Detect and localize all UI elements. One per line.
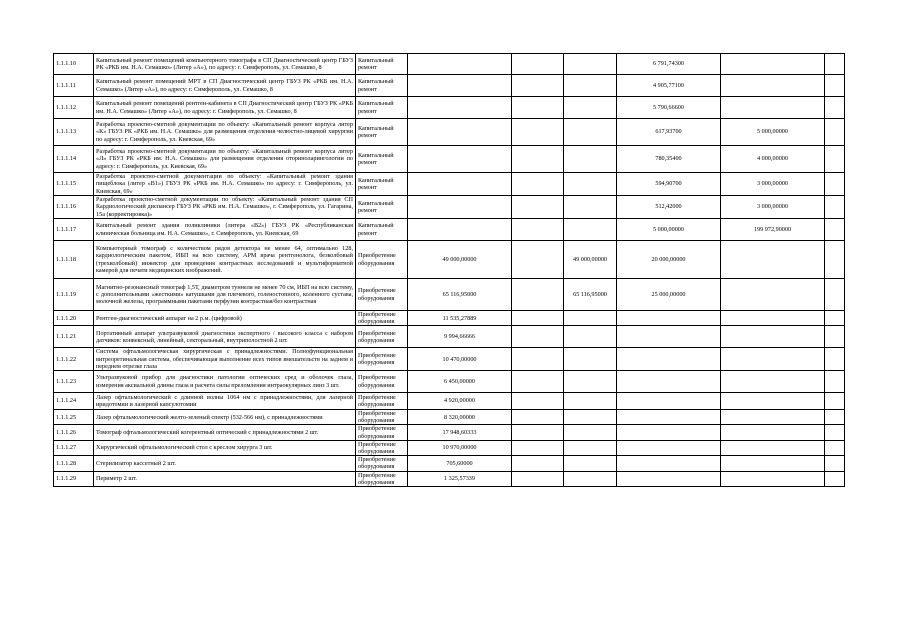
amount-cell [564,348,617,371]
amount-cell: 65 116,95000 [564,279,617,311]
amount-cell [721,241,825,279]
row-type: Капитальный ремонт [356,54,408,75]
row-number: 1.1.1.19 [54,279,94,311]
amount-cell [617,311,721,326]
row-type: Приобретение оборудования [356,348,408,371]
row-name: Компьютерный томограф с количеством рядов детектора не менее 64, оптимально 128, кардиологическим пакетом, ИБП на всю систему, АРМ врача рентгенолога, безколбовый (трехколбовый) инжектор для проведения контрастных исследований и мультиформатной камерой для печати медицинских изображений. [94,241,356,279]
amount-cell: 199 972,90000 [721,219,825,241]
amount-cell: 11 535,27889 [408,311,512,326]
row-type: Приобретение оборудования [356,456,408,471]
amount-cell [512,371,564,393]
table-row [54,173,845,196]
row-type: Приобретение оборудования [356,279,408,311]
amount-cell: 5 790,66600 [617,97,721,119]
amount-cell [721,471,825,486]
amount-cell [825,54,845,75]
amount-cell: 20 000,00000 [617,241,721,279]
amount-cell: 594,90700 [617,173,721,196]
amount-cell [512,241,564,279]
amount-cell [408,75,512,97]
row-type: Приобретение оборудования [356,371,408,393]
amount-cell [721,348,825,371]
table-row [54,371,845,393]
table-row [54,425,845,440]
amount-cell: 65 116,95000 [408,279,512,311]
row-number: 1.1.1.18 [54,241,94,279]
amount-cell [825,219,845,241]
table-row [54,311,845,326]
amount-cell [512,119,564,146]
amount-cell [564,173,617,196]
amount-cell: 10 970,00000 [408,440,512,455]
table-row [54,348,845,371]
row-number: 1.1.1.25 [54,410,94,425]
amount-cell [512,196,564,219]
table-row [54,393,845,410]
amount-cell [825,393,845,410]
table-row [54,97,845,119]
row-name: Лазер офтальмологический с длинной волны 1064 нм с принадлежностями, для лазерной иридотомии и лазерной капсулотомии [94,393,356,410]
row-number: 1.1.1.20 [54,311,94,326]
row-type: Капитальный ремонт [356,97,408,119]
amount-cell [721,75,825,97]
amount-cell [512,456,564,471]
row-type: Приобретение оборудования [356,410,408,425]
amount-cell [512,311,564,326]
amount-cell [825,279,845,311]
amount-cell [564,54,617,75]
amount-cell: 705,60000 [408,456,512,471]
amount-cell [512,97,564,119]
amount-cell [564,119,617,146]
amount-cell [721,279,825,311]
amount-cell [721,456,825,471]
amount-cell [512,410,564,425]
amount-cell [564,425,617,440]
table-row [54,471,845,486]
amount-cell: 5 000,00000 [721,119,825,146]
amount-cell: 4 000,00000 [721,146,825,173]
row-name: Капитальный ремонт помещений МРТ в СП Диагностический центр ГБУЗ РК «РКБ им. Н.А. Семашко» (Литер «А»), по адресу: г. Симферополь, ул. Семашко, 8 [94,75,356,97]
row-number: 1.1.1.15 [54,173,94,196]
row-name: Разработка проектно-сметной документации по объекту: «Капитальный ремонт здания пищеблока (литер «В1») ГБУЗ РК «РКБ им. Н.А. Семашко» по адресу: г. Симферополь, ул. Киевская, 69» [94,173,356,196]
row-name: Разработка проектно-сметной документации по объекту: «Капитальный ремонт здания СП Кардиологический диспансер ГБУЗ РК «РКБ им. Н.А. Семашко», г. Симферополь, ул. Гагарина, 15а (корректировка)» [94,196,356,219]
amount-cell [408,196,512,219]
amount-cell [825,173,845,196]
amount-cell [564,326,617,348]
amount-cell [617,348,721,371]
amount-cell [825,371,845,393]
table-row [54,54,845,75]
amount-cell [564,75,617,97]
amount-cell [721,311,825,326]
row-type: Капитальный ремонт [356,146,408,173]
amount-cell [408,146,512,173]
amount-cell [512,425,564,440]
amount-cell [564,471,617,486]
table-body [54,54,845,487]
amount-cell [408,54,512,75]
amount-cell [617,440,721,455]
amount-cell: 6 450,00000 [408,371,512,393]
row-number: 1.1.1.14 [54,146,94,173]
amount-cell [825,75,845,97]
amount-cell [825,348,845,371]
amount-cell [825,471,845,486]
row-type: Капитальный ремонт [356,219,408,241]
row-name: Капитальный ремонт здания поликлиники (литера «В2») ГБУЗ РК «Республиканская клиническая больница им. Н.А. Семашко», г. Симферополь, ул. Киевская, 69 [94,219,356,241]
row-number: 1.1.1.21 [54,326,94,348]
amount-cell [512,326,564,348]
row-type: Капитальный ремонт [356,119,408,146]
row-number: 1.1.1.26 [54,425,94,440]
amount-cell [721,425,825,440]
amount-cell [825,410,845,425]
amount-cell [617,371,721,393]
budget-table [53,53,845,487]
table-row [54,241,845,279]
table-row [54,440,845,455]
amount-cell [721,97,825,119]
row-name: Лазер офтальмологический желто-зеленый спектр (532-566 нм), с принадлежностями [94,410,356,425]
amount-cell [825,241,845,279]
amount-cell: 3 000,00000 [721,196,825,219]
row-number: 1.1.1.23 [54,371,94,393]
amount-cell [721,410,825,425]
amount-cell: 10 470,00000 [408,348,512,371]
row-type: Капитальный ремонт [356,196,408,219]
table-row [54,219,845,241]
amount-cell [512,54,564,75]
amount-cell: 49 000,00000 [564,241,617,279]
row-type: Приобретение оборудования [356,471,408,486]
amount-cell: 49 000,00000 [408,241,512,279]
row-name: Магнитно-резонансный томограф 1,5Т, диаметром туннеля не менее 70 см, ИБП на всю систему, с дополнительными «жесткими» катушками для плечевого, голеностопного, коленного сустава, молочной железы, программными пакетами перфузии контрастная/без контрастная [94,279,356,311]
amount-cell [825,311,845,326]
amount-cell [408,173,512,196]
row-name: Капитальный ремонт помещений компьютерного томографа в СП Диагностический центр ГБУЗ РК «РКБ им. Н.А. Семашко» (Литер «А»), по адресу: г. Симферополь, ул. Семашко, 8 [94,54,356,75]
amount-cell [408,97,512,119]
table-row [54,196,845,219]
row-number: 1.1.1.28 [54,456,94,471]
amount-cell [564,311,617,326]
row-number: 1.1.1.12 [54,97,94,119]
row-name: Система офтальмологическая хирургическая с принадлежностями. Полнофункциональная витреоретинальная система, обеспечивающая выполнение всех типов вмешательств на заднем и переднем отрезке глаза [94,348,356,371]
amount-cell [825,196,845,219]
table-row [54,456,845,471]
amount-cell: 4 905,77100 [617,75,721,97]
amount-cell [825,425,845,440]
row-type: Приобретение оборудования [356,311,408,326]
amount-cell [721,440,825,455]
row-name: Разработка проектно-сметной документации по объекту: «Капитальный ремонт корпуса литер «Л» ГБУЗ РК «РКБ им. Н.А. Семашко» для размещения отделения оториноларингологии по адресу: г. Симферополь, ул. Киевская, 69» [94,146,356,173]
row-number: 1.1.1.22 [54,348,94,371]
amount-cell [617,326,721,348]
row-number: 1.1.1.16 [54,196,94,219]
amount-cell: 1 325,57339 [408,471,512,486]
amount-cell [564,456,617,471]
amount-cell [825,146,845,173]
row-name: Томограф офтальмологический когерентный оптический с принадлежностями 2 шт. [94,425,356,440]
amount-cell [825,456,845,471]
row-type: Приобретение оборудования [356,425,408,440]
row-type: Приобретение оборудования [356,440,408,455]
amount-cell [512,440,564,455]
amount-cell [721,371,825,393]
table-row [54,75,845,97]
amount-cell [721,54,825,75]
amount-cell [408,219,512,241]
amount-cell [564,196,617,219]
row-type: Капитальный ремонт [356,173,408,196]
amount-cell: 6 791,74300 [617,54,721,75]
table-row [54,410,845,425]
amount-cell [564,219,617,241]
amount-cell [617,393,721,410]
amount-cell [512,75,564,97]
amount-cell [564,97,617,119]
amount-cell [512,219,564,241]
row-number: 1.1.1.11 [54,75,94,97]
table-row [54,279,845,311]
row-name: Рентген-диагностический аппарат на 2 р.м. (цифровой) [94,311,356,326]
row-name: Периметр 2 шт. [94,471,356,486]
amount-cell: 617,93700 [617,119,721,146]
row-number: 1.1.1.10 [54,54,94,75]
row-name: Хирургический офтальмологический стол с креслом хирурга 3 шт. [94,440,356,455]
amount-cell [825,119,845,146]
amount-cell: 4 920,00000 [408,393,512,410]
amount-cell: 9 994,66666 [408,326,512,348]
row-number: 1.1.1.24 [54,393,94,410]
table-row [54,146,845,173]
row-number: 1.1.1.27 [54,440,94,455]
amount-cell [564,410,617,425]
amount-cell [408,119,512,146]
amount-cell: 25 000,00000 [617,279,721,311]
amount-cell [564,393,617,410]
table-row [54,326,845,348]
row-number: 1.1.1.29 [54,471,94,486]
amount-cell [617,410,721,425]
row-type: Приобретение оборудования [356,326,408,348]
amount-cell [721,393,825,410]
row-number: 1.1.1.17 [54,219,94,241]
amount-cell [825,326,845,348]
amount-cell [617,425,721,440]
amount-cell [512,348,564,371]
row-type: Приобретение оборудования [356,393,408,410]
amount-cell [564,146,617,173]
amount-cell: 780,35400 [617,146,721,173]
row-name: Портативный аппарат ультразвуковой диагностики экспертного / высокого класса с набором датчиков: конвексный, линейный, секторальный, внутриполостной 2 шт. [94,326,356,348]
row-type: Приобретение оборудования [356,241,408,279]
amount-cell [825,97,845,119]
amount-cell [512,471,564,486]
row-name: Стерилизатор кассетный 2 шт. [94,456,356,471]
amount-cell [512,393,564,410]
amount-cell [721,326,825,348]
table-row [54,119,845,146]
amount-cell [564,440,617,455]
amount-cell: 3 000,00000 [721,173,825,196]
row-number: 1.1.1.13 [54,119,94,146]
amount-cell [617,456,721,471]
amount-cell: 8 320,00000 [408,410,512,425]
amount-cell [512,173,564,196]
amount-cell [512,279,564,311]
amount-cell [825,440,845,455]
row-name: Разработка проектно-сметной документации по объекту: «Капитальный ремонт корпуса литер «К» ГБУЗ РК «РКБ им. Н.А. Семашко» для размещения отделения челюстно-лицевой хирургии по адресу: г. Симферополь, ул. Киевская, 69» [94,119,356,146]
row-type: Капитальный ремонт [356,75,408,97]
amount-cell [617,471,721,486]
amount-cell [564,371,617,393]
amount-cell: 5 000,00000 [617,219,721,241]
amount-cell: 17 948,60333 [408,425,512,440]
row-name: Ультразвуковой прибор для диагностики патологии оптических сред и оболочек глаза, измерения аксиальной длины глаза и расчета силы преломления интраокулярных линз 3 шт. [94,371,356,393]
amount-cell: 512,42000 [617,196,721,219]
amount-cell [512,146,564,173]
row-name: Капитальный ремонт помещений рентген-кабинета в СП Диагностический центр ГБУЗ РК «РКБ им. Н.А. Семашко» (Литер «А»), по адресу: г. Симферополь, ул. Семашко, 8 [94,97,356,119]
